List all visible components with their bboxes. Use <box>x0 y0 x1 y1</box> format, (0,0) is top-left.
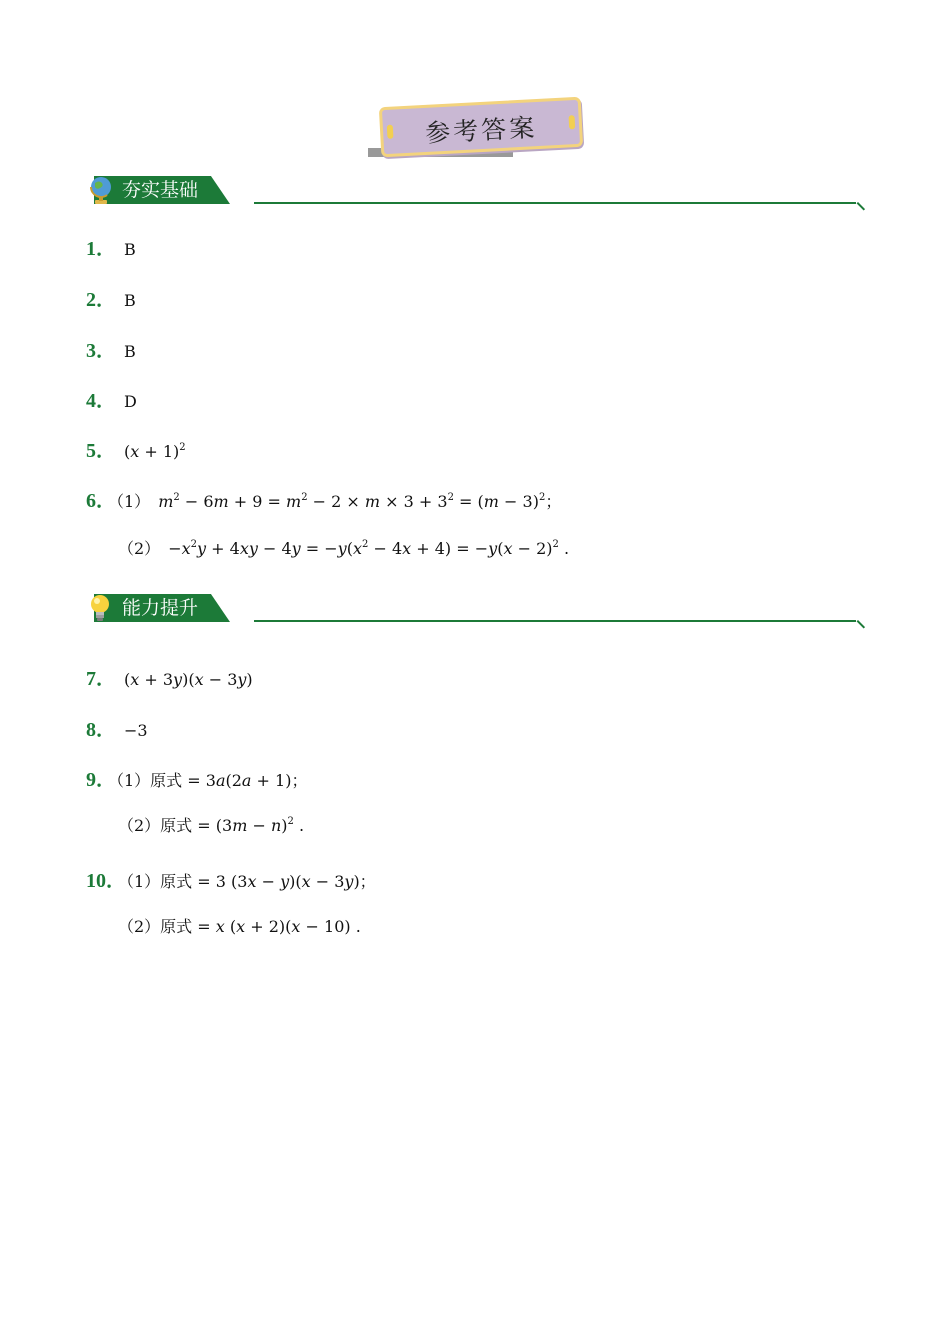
globe-icon <box>86 174 116 206</box>
part-label: （1）原式 <box>126 872 193 891</box>
answer-1 <box>86 232 136 261</box>
section-header-basics <box>86 176 866 206</box>
answer-3 <box>86 334 136 363</box>
answer-8 <box>86 713 148 742</box>
banner-plate <box>379 97 583 158</box>
answer-6-part-2 <box>118 536 569 559</box>
answer-formula: = x (x + 2)(x − 10) . <box>192 917 361 936</box>
answer-formula: $m^2 - 6m + 9 = m^2 - 2 \times m \times 3 + 3^2 = (m - 3)^2$； <box>158 492 562 511</box>
answer-7 <box>86 662 253 691</box>
answer-5 <box>86 434 186 463</box>
question-number: 5． <box>86 440 116 462</box>
section-rule <box>254 202 856 204</box>
question-number: 8． <box>86 719 116 741</box>
section-header-advanced <box>86 594 866 624</box>
answer-4 <box>86 384 137 413</box>
answer-text: B <box>124 291 136 310</box>
question-number: 1． <box>86 238 116 260</box>
section-label: 夯实基础 <box>122 179 199 201</box>
question-number: 7． <box>86 668 116 690</box>
part-label: （2） <box>118 539 161 558</box>
answer-formula: = $(3m - n)^2$ . <box>192 816 305 835</box>
part-label: （2）原式 <box>118 917 193 936</box>
answer-text: B <box>124 342 136 361</box>
question-number: 2． <box>86 289 116 311</box>
question-number: 10． <box>86 870 126 892</box>
question-number: 3． <box>86 340 116 362</box>
lightbulb-icon <box>86 592 116 624</box>
question-number: 6． <box>86 490 116 512</box>
page-title: 参考答案 <box>424 113 538 148</box>
answer-title-banner <box>366 94 586 162</box>
section-rule <box>254 620 856 622</box>
answer-6-part-1 <box>86 484 561 513</box>
section-label: 能力提升 <box>122 597 199 619</box>
answer-text: D <box>124 392 137 411</box>
question-number: 4． <box>86 390 116 412</box>
answer-9-part-1 <box>86 763 307 792</box>
answer-formula: $(x + 1)^2$ <box>124 442 186 461</box>
answer-10-part-1 <box>86 864 376 893</box>
part-label: （1）原式 <box>116 771 183 790</box>
answer-2 <box>86 283 136 312</box>
answer-text: B <box>124 240 136 259</box>
answer-10-part-2 <box>118 914 361 937</box>
part-label: （1） <box>116 492 151 511</box>
answer-formula: = 3a(2a + 1)； <box>182 771 308 790</box>
answer-formula: $-x^2y + 4xy - 4y = -y(x^2 - 4x + 4) = -y(x - 2)^2$ . <box>168 539 570 558</box>
part-label: （2）原式 <box>118 816 193 835</box>
question-number: 9． <box>86 769 116 791</box>
section-rule-end <box>850 202 866 218</box>
answer-9-part-2 <box>118 813 304 836</box>
section-rule-end <box>850 620 866 636</box>
answer-formula: = 3 (3x − y)(x − 3y)； <box>192 872 376 891</box>
answer-formula: (x + 3y)(x − 3y) <box>124 670 253 689</box>
answer-text: −3 <box>124 721 148 740</box>
